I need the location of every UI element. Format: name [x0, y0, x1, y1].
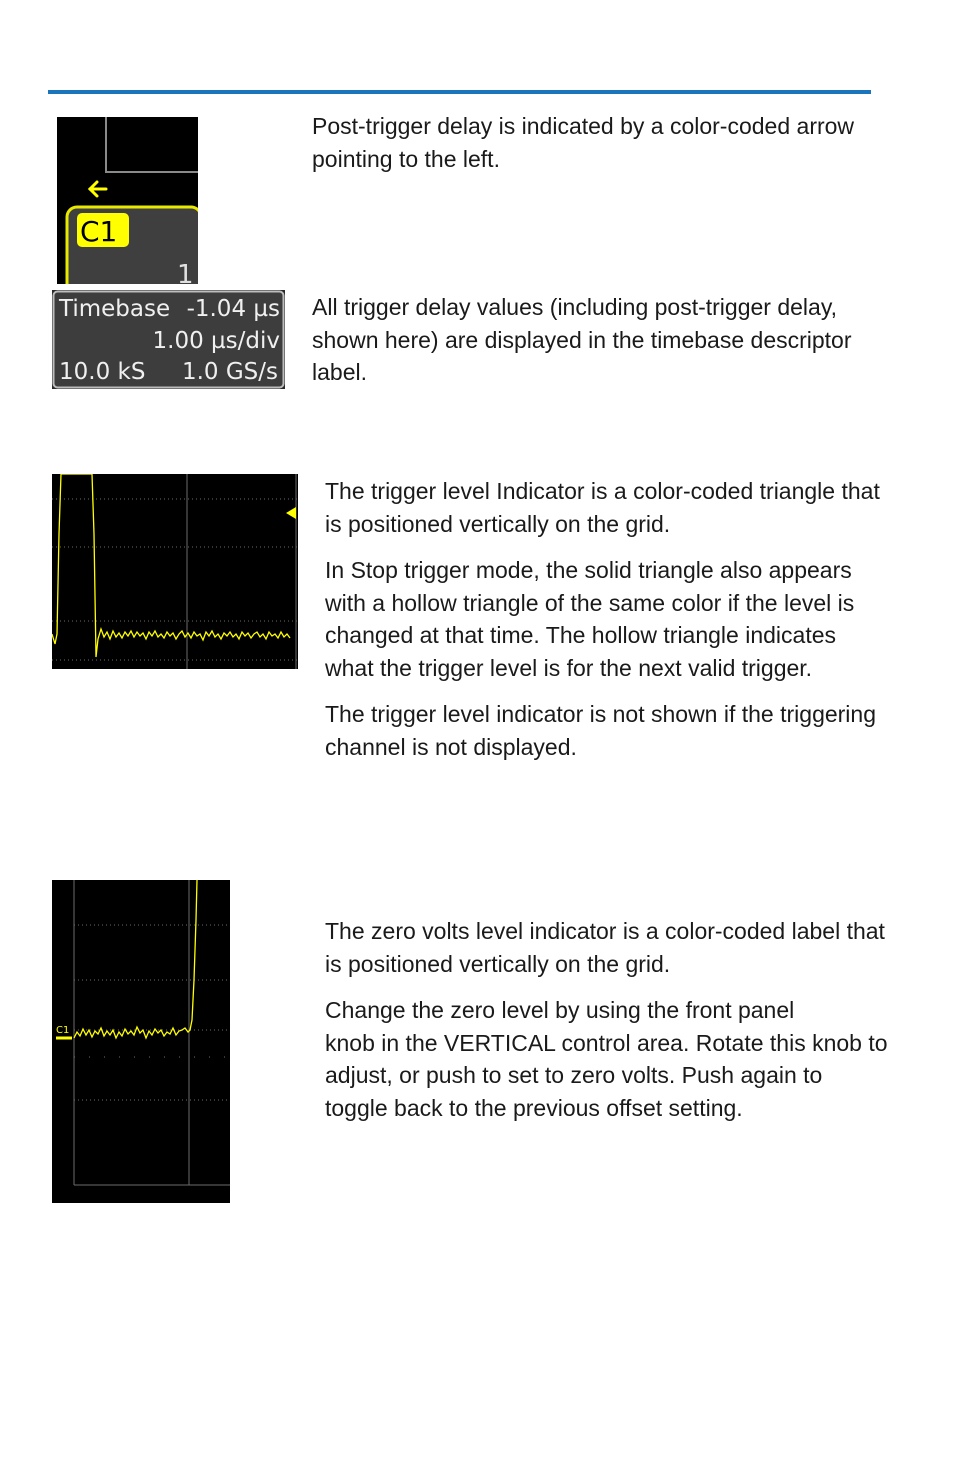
trigger-level-text: [325, 475, 890, 777]
timebase-title: Timebase: [59, 296, 171, 322]
zero-volts-text: [325, 915, 894, 1138]
timebase-samples: 10.0 kS: [59, 359, 146, 385]
channel-label: C1: [80, 215, 118, 248]
zero-volts-paragraph-1: The zero volts level indicator is a color-coded label that is positioned vertically on the grid.: [325, 918, 885, 977]
channel-number: 1: [177, 260, 194, 284]
timebase-text: All trigger delay values (including post-trigger delay, shown here) are displayed in the timebase descriptor label.: [312, 294, 852, 385]
zero-volts-figure: [52, 880, 230, 1203]
post-trigger-text: Post-trigger delay is indicated by a color-coded arrow pointing to the left.: [312, 113, 855, 172]
trigger-level-paragraph-2: In Stop trigger mode, the solid triangle also appears with a hollow triangle of the same color if the level is changed at that time. The hollow triangle indicates what the trigger level is for the next valid trigger.: [325, 557, 855, 681]
zero-level-channel-label: C1: [56, 1025, 70, 1036]
trigger-level-paragraph-3: The trigger level indicator is not shown if the triggering channel is not displayed.: [325, 701, 877, 760]
trigger-level-figure: [52, 474, 298, 669]
trigger-level-paragraph-1: The trigger level Indicator is a color-coded triangle that is positioned vertically on the grid.: [325, 478, 880, 537]
timebase-scale: 1.00 µs/div: [152, 328, 280, 354]
post-trigger-arrow-figure: [57, 117, 198, 284]
timebase-rate: 1.0 GS/s: [181, 359, 278, 385]
zero-volts-paragraph-2: Change the zero level by using the front panel knob in the VERTICAL control area. Rotate this knob to adjust, or push to set to zero volts. Push again to toggle back to the previous offset setting.: [325, 997, 894, 1121]
header-rule: [48, 90, 871, 94]
timebase-descriptor-figure: [52, 290, 285, 389]
timebase-delay: -1.04 µs: [186, 296, 280, 322]
